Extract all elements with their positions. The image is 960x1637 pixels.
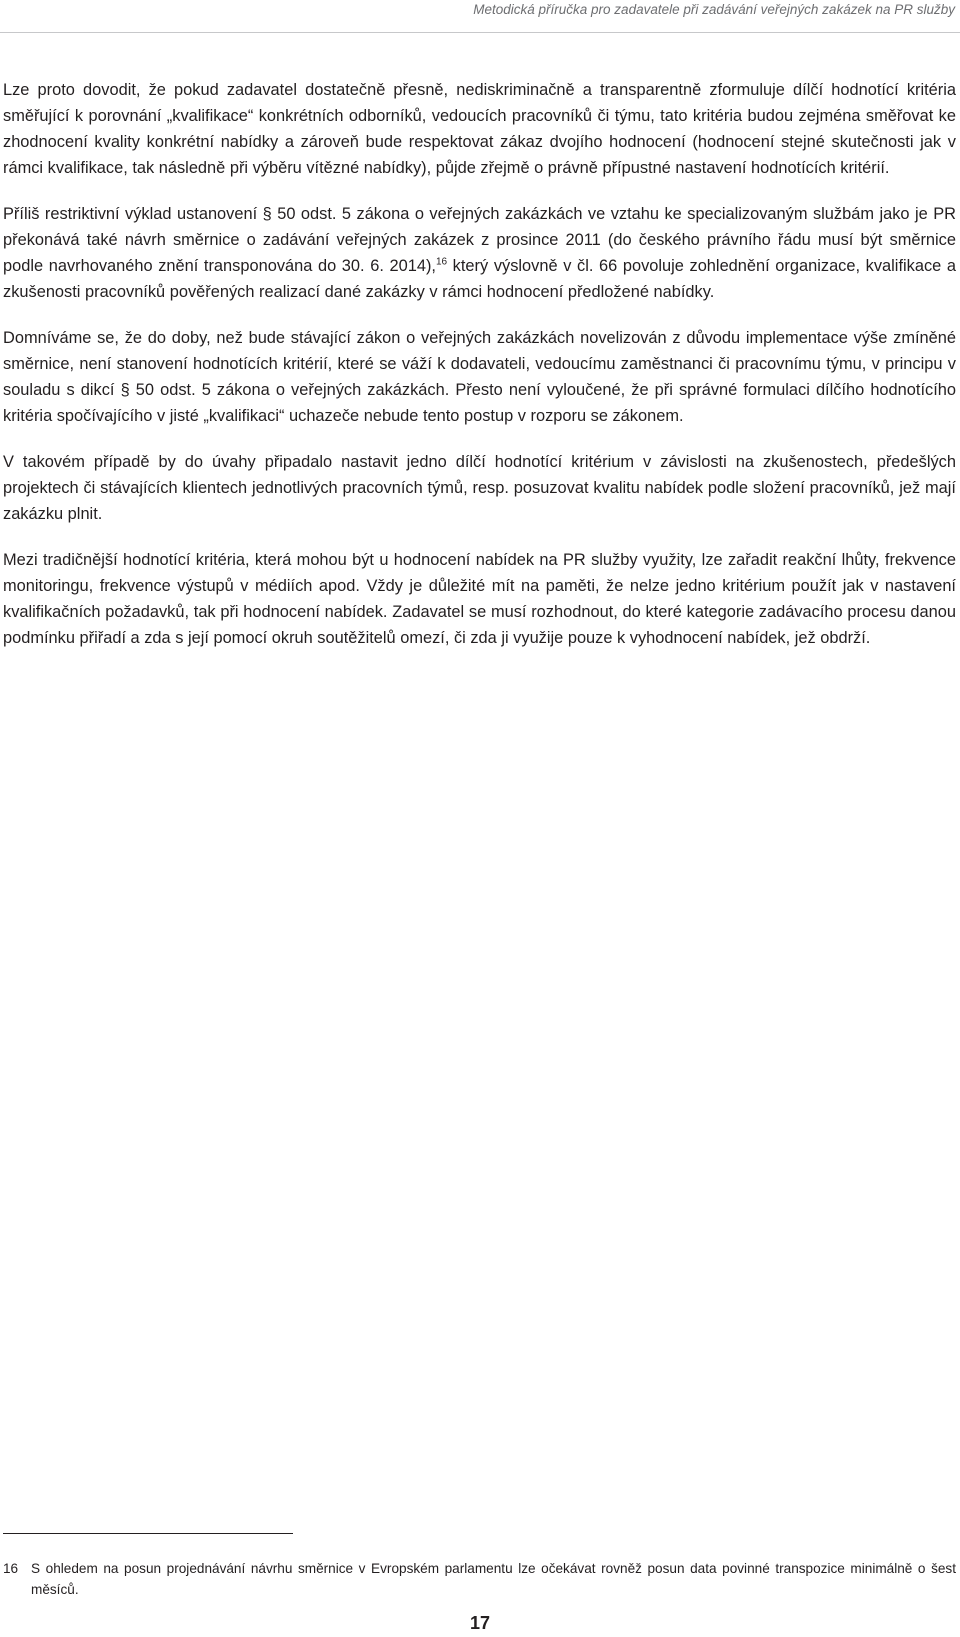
paragraph-2-text-before: Příliš restriktivní výklad ustanovení § 50 odst. 5 zákona o veřejných zakázkách ve vztahu ke specializovaným službám jako je PR překonává také návrh směrnice o zadávání veřejných zakázek z prosince 2011 (do českého právního řádu musí být směrnice podle navrhovaného znění transponována do 30. 6. 2014), <box>3 205 956 275</box>
paragraph-5: Mezi tradičnější hodnotící kritéria, která mohou být u hodnocení nabídek na PR služby využity, lze zařadit reakční lhůty, frekvence monitoringu, frekvence výstupů v médiích apod. Vždy je důležité mít na paměti, že nelze jedno kritérium použít jak v nastavení kvalifikačních požadavků, tak při hodnocení nabídek. Zadavatel se musí rozhodnout, do které kategorie zadávacího procesu danou podmínku přiřadí a zda s její pomocí okruh soutěžitelů omezí, či zda ji využije pouze k vyhodnocení nabídek, jež obdrží. <box>3 551 956 647</box>
footnote-text: S ohledem na posun projednávání návrhu směrnice v Evropském parlamentu lze očekávat rovněž posun data povinné transpozice minimálně o šest měsíců. <box>31 1561 956 1597</box>
footnote-reference[interactable]: 16 <box>435 256 448 268</box>
running-header: Metodická příručka pro zadavatele při zadávání veřejných zakázek na PR služby <box>473 2 955 17</box>
footnote-divider <box>3 1533 293 1534</box>
footnote <box>3 1558 956 1600</box>
footnote-number: 16 <box>3 1561 19 1576</box>
paragraph-2 <box>3 201 956 305</box>
paragraph-4: V takovém případě by do úvahy připadalo nastavit jedno dílčí hodnotící kritérium v závislosti na zkušenostech, předešlých projektech či stávajících klientech jednotlivých pracovních týmů, resp. posuzovat kvalitu nabídek podle složení pracovníků, jež mají zakázku plnit. <box>3 453 956 523</box>
paragraph-2-text-after: který výslovně v čl. 66 povoluje zohlednění organizace, kvalifikace a zkušenosti pracovníků pověřených realizací dané zakázky v rámci hodnocení předložené nabídky. <box>3 257 956 301</box>
body-text <box>3 77 956 671</box>
header-divider <box>0 32 960 33</box>
paragraph-3: Domníváme se, že do doby, než bude stávající zákon o veřejných zakázkách novelizován z důvodu implementace výše zmíněné směrnice, není stanovení hodnotících kritérií, které se váží k dodavateli, vedoucímu zaměstnanci či pracovnímu týmu, v principu v souladu s dikcí § 50 odst. 5 zákona o veřejných zakázkách. Přesto není vyloučené, že při správné formulaci dílčího hodnotícího kritéria spočívajícího v jisté „kvalifikaci“ uchazeče nebude tento postup v rozporu se zákonem. <box>3 329 956 425</box>
page-number: 17 <box>469 1613 491 1633</box>
paragraph-1: Lze proto dovodit, že pokud zadavatel dostatečně přesně, nediskriminačně a transparentně zformuluje dílčí hodnotící kritéria směřující k porovnání „kvalifikace“ konkrétních odborníků, vedoucích pracovníků či týmu, tato kritéria budou zejména směřovat ke zhodnocení kvality konkrétní nabídky a zároveň bude respektovat zákaz dvojího hodnocení (hodnocení stejné skutečnosti jak v rámci kvalifikace, tak následně při výběru vítězné nabídky), půjde zřejmě o právně přípustné nastavení hodnotících kritérií. <box>3 81 956 177</box>
